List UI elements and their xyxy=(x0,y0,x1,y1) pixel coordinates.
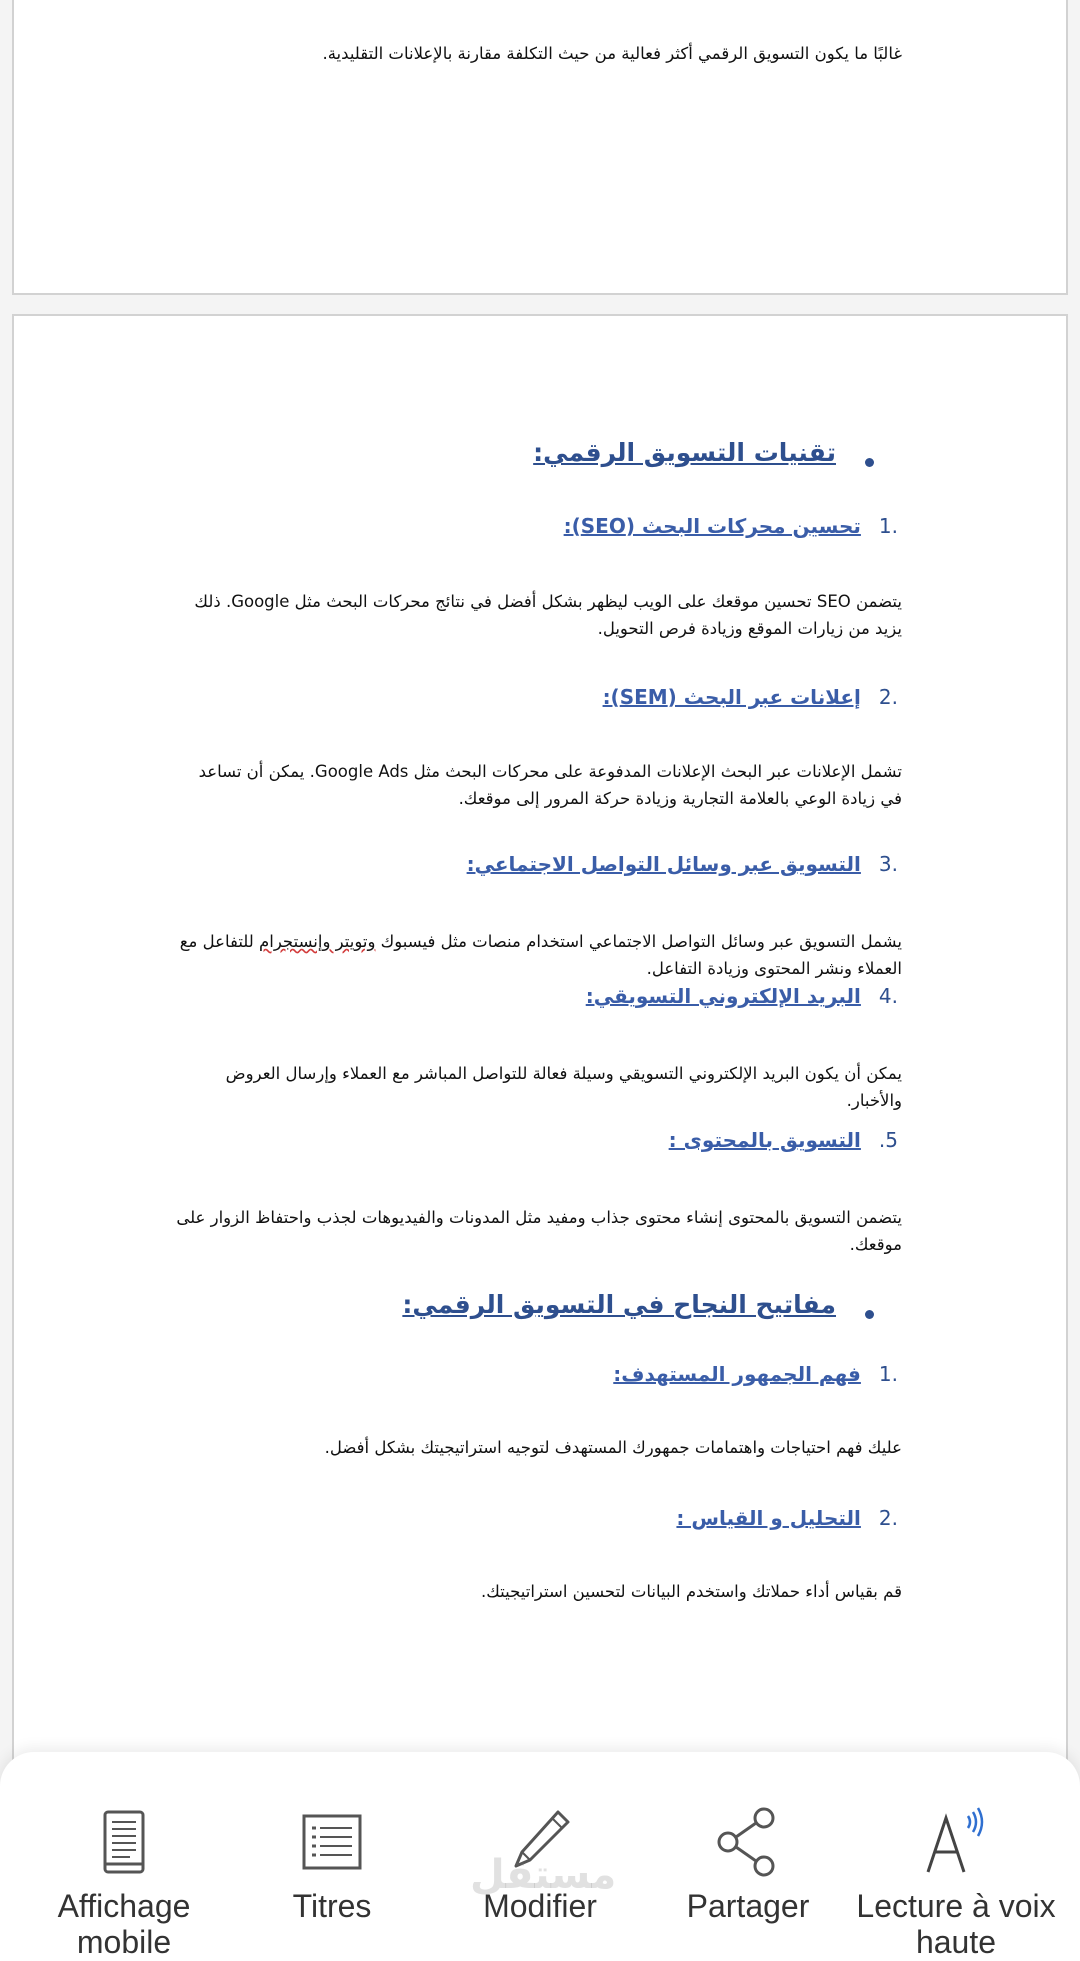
bullet-icon xyxy=(865,1310,874,1319)
bullet-icon xyxy=(865,458,874,467)
list-heading-sem xyxy=(603,685,898,709)
paragraph-analysis: قم بقياس أداء حملاتك واستخدم البيانات لتحسين استراتيجيتك. xyxy=(481,1582,902,1601)
text-run: يشمل التسويق عبر وسائل التواصل الاجتماعي استخدام منصات مثل فيسبوك xyxy=(375,932,902,951)
list-heading-seo xyxy=(564,514,898,538)
paragraph-email: يمكن أن يكون البريد الإلكتروني التسويقي وسيلة فعالة للتواصل المباشر مع العملاء وإرسال العروض والأخبار. xyxy=(225,1064,902,1110)
list-title: البريد الإلكتروني التسويقي: xyxy=(585,984,861,1008)
list-title: التحليل و القياس : xyxy=(676,1506,861,1530)
list-heading-social-media xyxy=(467,852,898,876)
list-number: 1. xyxy=(878,514,898,538)
paragraph-sem: تشمل الإعلانات عبر البحث الإعلانات المدفوعة على محركات البحث مثل Google Ads. يمكن أن تساعد في زيادة الوعي بالعلامة التجارية وزيادة حركة المرور إلى موقعك. xyxy=(198,762,902,808)
share-icon xyxy=(708,1802,788,1882)
document-page-1[interactable] xyxy=(12,0,1068,295)
list-number: 4. xyxy=(878,984,898,1008)
list-number: 2. xyxy=(878,685,898,709)
headings-button[interactable] xyxy=(224,1752,440,1961)
list-number: 2. xyxy=(878,1506,898,1530)
paragraph-social-media xyxy=(172,928,902,982)
spellcheck-flagged-text[interactable]: وتويتر وإنستجرام xyxy=(259,932,376,951)
list-title: التسويق بالمحتوى : xyxy=(668,1128,861,1152)
list-number: 1. xyxy=(878,1362,898,1386)
list-heading-email xyxy=(586,984,898,1008)
text-run: للتفاعل مع العملاء ونشر المحتوى وزيادة التفاعل. xyxy=(179,932,902,978)
list-title: إعلانات عبر البحث (SEM): xyxy=(602,685,861,709)
list-heading-audience xyxy=(613,1362,898,1386)
read-aloud-button[interactable] xyxy=(848,1752,1064,1961)
mobile-view-icon xyxy=(84,1802,164,1882)
watermark-logo: مستقل xyxy=(470,1852,617,1898)
read-aloud-icon xyxy=(916,1802,996,1882)
mobile-view-button[interactable] xyxy=(16,1752,232,1961)
paragraph-seo: يتضمن SEO تحسين موقعك على الويب ليظهر بشكل أفضل في نتائج محركات البحث مثل Google. ذلك يزيد من زيارات الموقع وزيادة فرص التحويل. xyxy=(194,592,902,638)
paragraph-cost-effective: غالبًا ما يكون التسويق الرقمي أكثر فعالية من حيث التكلفة مقارنة بالإعلانات التقليدية. xyxy=(322,44,902,63)
share-button[interactable] xyxy=(640,1752,856,1961)
edit-label: Modifier xyxy=(483,1888,597,1924)
mobile-view-label: Affichage mobile xyxy=(57,1888,191,1960)
list-number: 3. xyxy=(878,852,898,876)
read-aloud-label: Lecture à voix haute xyxy=(856,1888,1056,1960)
headings-label: Titres xyxy=(292,1888,372,1924)
list-title: فهم الجمهور المستهدف: xyxy=(613,1362,861,1386)
share-label: Partager xyxy=(686,1888,810,1924)
list-number: .5 xyxy=(878,1128,898,1152)
document-page-2[interactable] xyxy=(12,314,1068,1961)
section-heading-techniques: تقنيات التسويق الرقمي: xyxy=(533,438,836,467)
section-heading-success-keys: مفاتيح النجاح في التسويق الرقمي: xyxy=(402,1290,836,1319)
list-heading-content xyxy=(669,1128,898,1152)
list-title: التسويق عبر وسائل التواصل الاجتماعي: xyxy=(466,852,861,876)
headings-list-icon xyxy=(292,1802,372,1882)
list-heading-analysis xyxy=(676,1506,898,1530)
paragraph-content: يتضمن التسويق بالمحتوى إنشاء محتوى جذاب ومفيد مثل المدونات والفيديوهات لجذب واحتفاظ الزوار على موقعك. xyxy=(176,1208,902,1254)
paragraph-audience: عليك فهم احتياجات واهتمامات جمهورك المستهدف لتوجيه استراتيجيتك بشكل أفضل. xyxy=(324,1438,902,1457)
list-title: تحسين محركات البحث (SEO): xyxy=(563,514,861,538)
